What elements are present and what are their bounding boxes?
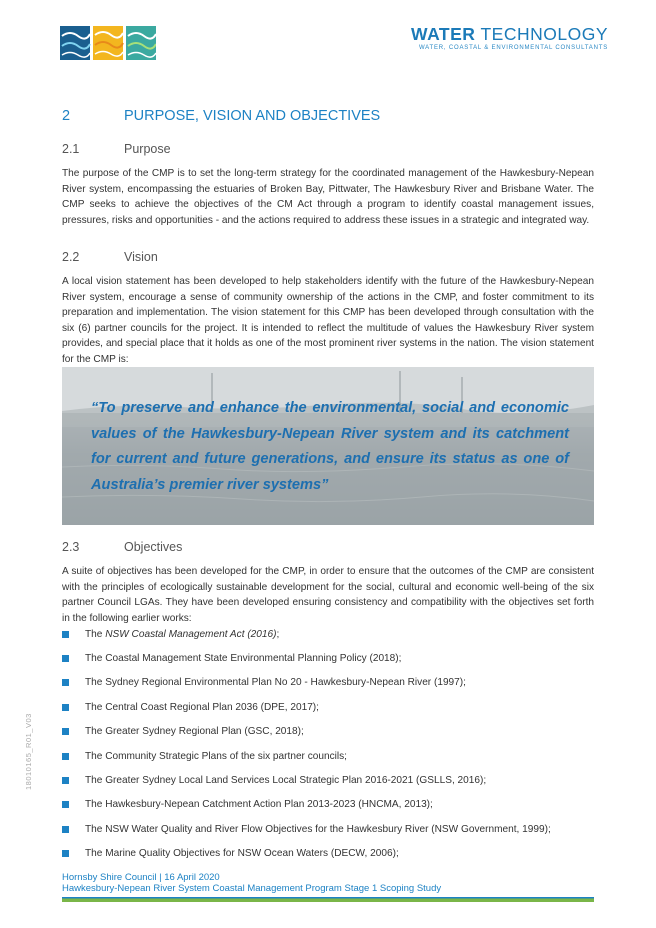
footer-line-1: Hornsby Shire Council | 16 April 2020 bbox=[62, 872, 220, 883]
company-logo-image bbox=[60, 26, 156, 60]
bullet-square-icon bbox=[62, 655, 69, 662]
bullet-square-icon bbox=[62, 777, 69, 784]
document-code: 18010165_R01_V03 bbox=[24, 713, 33, 790]
list-item: The Greater Sydney Regional Plan (GSC, 2018); bbox=[62, 720, 602, 744]
list-item: The Central Coast Regional Plan 2036 (DPE, 2017); bbox=[62, 695, 602, 719]
list-item: The NSW Coastal Management Act (2016); bbox=[62, 622, 602, 646]
brand-tagline: WATER, COASTAL & ENVIRONMENTAL CONSULTANTS bbox=[418, 45, 608, 51]
section-number: 2 bbox=[62, 108, 71, 124]
list-item: The NSW Water Quality and River Flow Objectives for the Hawkesbury River (NSW Government, 1999); bbox=[62, 817, 602, 841]
bullet-square-icon bbox=[62, 826, 69, 833]
objectives-title: Objectives bbox=[124, 540, 183, 554]
purpose-number: 2.1 bbox=[62, 142, 80, 156]
bullet-square-icon bbox=[62, 679, 69, 686]
bullet-square-icon bbox=[62, 631, 69, 638]
list-item: The Community Strategic Plans of the six partner councils; bbox=[62, 744, 602, 768]
footer-bar bbox=[62, 897, 594, 902]
list-item: The Hawkesbury-Nepean Catchment Action Plan 2013-2023 (HNCMA, 2013); bbox=[62, 793, 602, 817]
purpose-paragraph: The purpose of the CMP is to set the long-term strategy for the coordinated management of the Hawkesbury-Nepean River system, encompassing the estuaries of Broken Bay, Pittwater, The Hawkesbury River and Brisbane Water. The CMP seeks to achieve the objectives of the CM Act through a program to identify coastal management issues, pressures, risks and opportunities - and the actions required to address these issues in a strategic and integrated way. bbox=[62, 168, 594, 226]
objectives-paragraph: A suite of objectives has been developed for the CMP, in order to ensure that the outcomes of the CMP are consistent with the principles of ecologically sustainable development for the social, cultural and economic well-being of the six partner Council LGAs. They have been developed ensuring consistency and compatibility with the objectives set forth in the following earlier works: bbox=[62, 566, 594, 624]
vision-paragraph: A local vision statement has been developed to help stakeholders identify with the future of the Hawkesbury-Nepean River system, encourage a sense of community ownership of the actions in the CMP, and foster commitment to its preparation and implementation. The vision statement for this CMP has been developed through consultation with the six (6) partner councils for the project. It is intended to reflect the multitude of values the Hawkesbury River system provides, and special place that it holds as one of the most prominent river systems in the nation. The vision statement for the CMP is: bbox=[62, 276, 594, 365]
list-item: The Sydney Regional Environmental Plan No 20 - Hawkesbury-Nepean River (1997); bbox=[62, 671, 602, 695]
vision-heading bbox=[62, 250, 158, 264]
list-item: The Greater Sydney Local Land Services Local Strategic Plan 2016-2021 (GSLLS, 2016); bbox=[62, 768, 602, 792]
objectives-number: 2.3 bbox=[62, 540, 80, 554]
purpose-heading bbox=[62, 142, 171, 156]
bullet-square-icon bbox=[62, 801, 69, 808]
section-heading bbox=[62, 108, 380, 124]
vision-title: Vision bbox=[124, 250, 158, 264]
list-item: The Coastal Management State Environmental Planning Policy (2018); bbox=[62, 646, 602, 670]
purpose-title: Purpose bbox=[124, 142, 171, 156]
brand-block bbox=[411, 24, 608, 51]
vision-quote-box bbox=[62, 367, 594, 525]
bullet-square-icon bbox=[62, 850, 69, 857]
brand-name: WATER TECHNOLOGY bbox=[411, 24, 608, 44]
objectives-list bbox=[62, 622, 602, 866]
footer bbox=[62, 872, 441, 894]
bullet-square-icon bbox=[62, 704, 69, 711]
footer-line-2: Hawkesbury-Nepean River System Coastal Management Program Stage 1 Scoping Study bbox=[62, 883, 442, 894]
section-title: PURPOSE, VISION AND OBJECTIVES bbox=[124, 108, 381, 124]
list-item: The Marine Quality Objectives for NSW Ocean Waters (DECW, 2006); bbox=[62, 842, 602, 866]
objectives-heading bbox=[62, 540, 182, 554]
vision-number: 2.2 bbox=[62, 250, 80, 264]
bullet-square-icon bbox=[62, 728, 69, 735]
bullet-square-icon bbox=[62, 753, 69, 760]
vision-quote: “To preserve and enhance the environmental, social and economic values of the Hawkesbury-Nepean River system and its catchment for current and future generations, and ensure its status as one of Australia’s premier river systems” bbox=[91, 400, 569, 493]
